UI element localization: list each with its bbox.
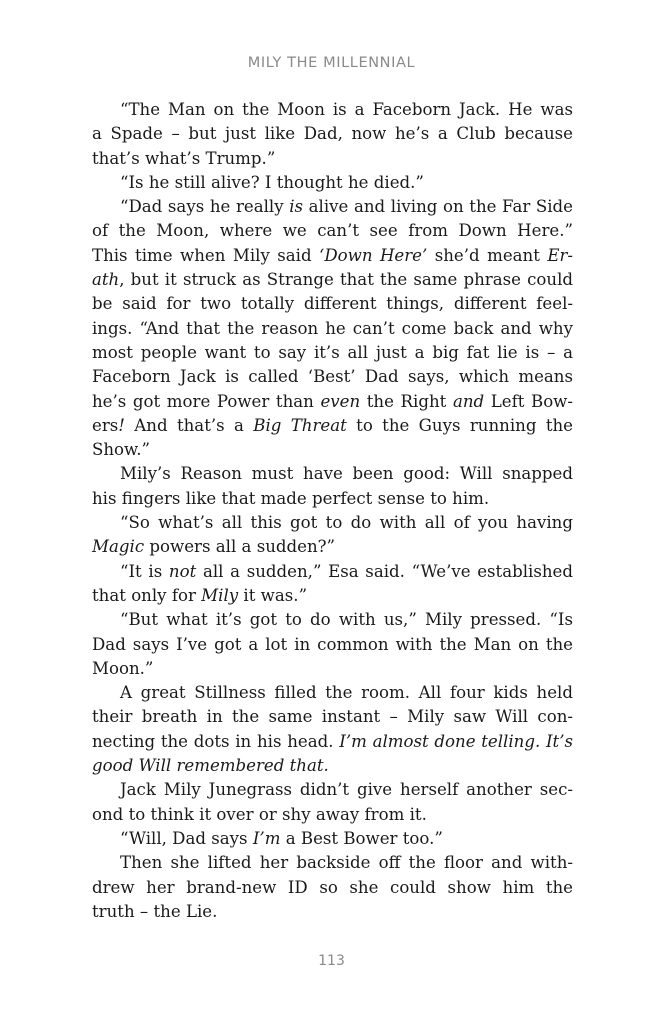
text-line: that’s what’s Trump.” <box>92 148 276 168</box>
text-line: ers! And that’s a Big Threat to the Guys running the <box>92 415 573 435</box>
text-line: ond to think it over or shy away from it. <box>92 804 427 824</box>
text-line: Mily’s Reason must have been good: Will snapped <box>120 464 573 484</box>
text-line: Jack Mily Junegrass didn’t give herself another sec- <box>120 780 573 800</box>
text-line: “But what it’s got to do with us,” Mily pressed. “Is <box>120 610 573 630</box>
text-line: necting the dots in his head. I’m almost done telling. It’s <box>92 731 573 751</box>
text-line: be said for two totally different things, different feel- <box>92 294 573 314</box>
text-line: most people want to say it’s all just a big fat lie is – a <box>92 342 573 362</box>
text-line: Magic powers all a sudden?” <box>92 537 336 557</box>
text-line: drew her brand-new ID so she could show him the <box>92 877 573 897</box>
text-line: Moon.” <box>92 658 154 678</box>
text-line: good Will remembered that. <box>92 756 329 776</box>
text-line: “The Man on the Moon is a Faceborn Jack. He was <box>120 100 573 119</box>
text-line: “It is not all a sudden,” Esa said. “We’ve established <box>120 561 573 581</box>
text-line: “Will, Dad says I’m a Best Bower too.” <box>120 828 443 848</box>
text-line: of the Moon, where we can’t see from Down Here.” <box>92 221 573 241</box>
page-number: 113 <box>318 953 345 969</box>
text-line: that only for Mily it was.” <box>92 585 308 605</box>
text-line: ings. “And that the reason he can’t come back and why <box>92 318 573 338</box>
running-head: MILY THE MILLENNIAL <box>247 55 416 71</box>
text-line: Dad says I’ve got a lot in common with the Man on the <box>92 634 573 654</box>
text-line: his fingers like that made perfect sense to him. <box>92 488 490 508</box>
text-line: This time when Mily said ‘Down Here’ she’d meant Er- <box>92 245 573 265</box>
text-line: Show.” <box>92 440 151 460</box>
text-line: their breath in the same instant – Mily saw Will con- <box>92 707 573 727</box>
text-line: Faceborn Jack is called ‘Best’ Dad says, which means <box>92 367 573 387</box>
text-line: “Dad says he really is alive and living on the Far Side <box>120 197 574 217</box>
text-line: truth – the Lie. <box>92 901 218 921</box>
text-line: a Spade – but just like Dad, now he’s a Club because <box>92 124 573 144</box>
text-line: ath, but it struck as Strange that the same phrase could <box>92 270 573 290</box>
text-line: Then she lifted her backside off the floor and with- <box>120 853 573 873</box>
body-text <box>92 98 573 924</box>
text-line: “Is he still alive? I thought he died.” <box>120 172 424 192</box>
text-line: he’s got more Power than even the Right and Left Bow- <box>92 391 573 411</box>
text-line: A great Stillness filled the room. All four kids held <box>120 683 573 703</box>
text-line: “So what’s all this got to do with all of you having <box>120 513 573 533</box>
